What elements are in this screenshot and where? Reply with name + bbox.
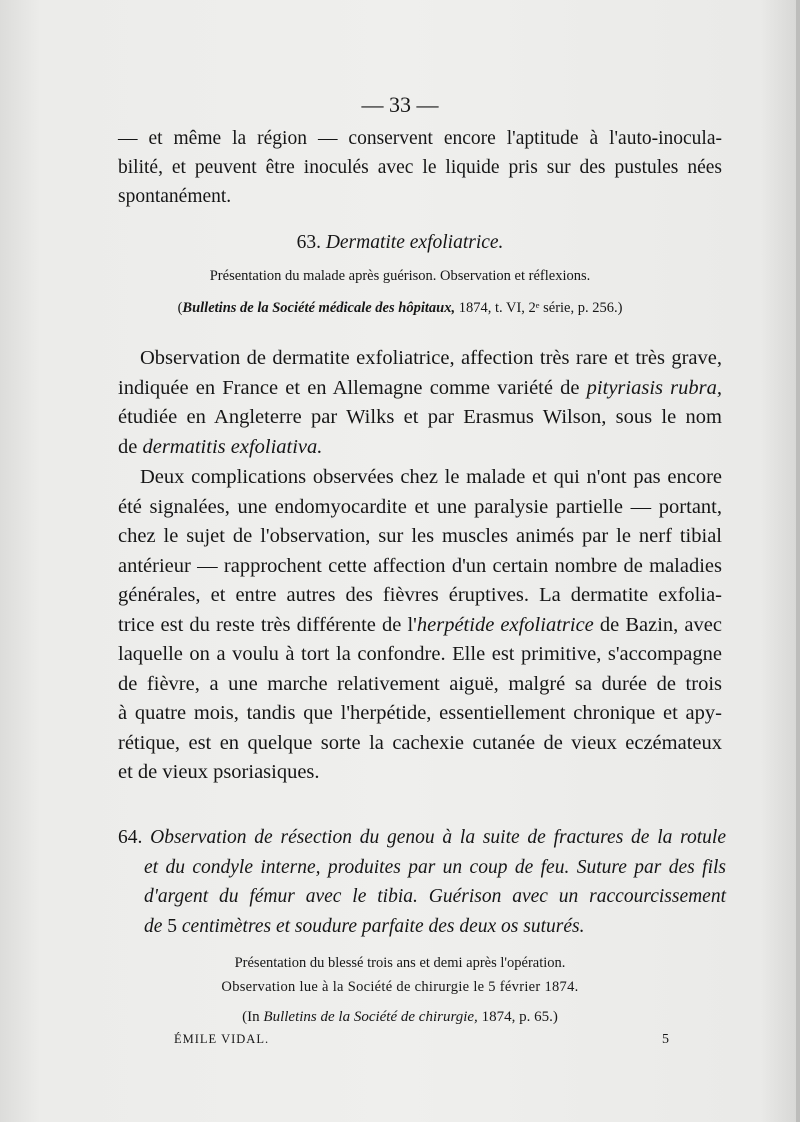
page-number: — 33 — (361, 92, 439, 117)
text-span: de Bazin, avec (593, 613, 722, 636)
citation-details: 1874, t. VI, 2ᵉ série, p. 256.) (455, 300, 623, 316)
text-number: 5 (167, 915, 178, 937)
footer-sheet-number: 5 (662, 1032, 670, 1047)
text-line: été signalées, une endomyocardite et une paralysie partielle — portant, (118, 495, 722, 518)
text-line: d'argent du fémur avec le tibia. Guérison avec un raccourcissement (144, 886, 726, 907)
item-63-number: 63. (296, 232, 321, 253)
citation-open: (In (242, 1009, 264, 1025)
citation-journal: Bulletins de la Société de chirurgie, (263, 1009, 478, 1025)
item-63-paragraph-2 (118, 463, 722, 788)
text-line: rétique, est en quelque sorte la cachexie cutanée de vieux eczémateux (118, 731, 722, 754)
item-64-presentation: Présentation du blessé trois ans et demi après l'opération. (234, 955, 566, 971)
text-line: spontanément. (118, 186, 232, 207)
text-line: chez le sujet de l'observation, sur les muscles animés par le nerf tibial (118, 525, 722, 547)
text-line: antérieur — rapprochent cette affection d'un certain nombre de maladies (118, 554, 722, 577)
citation-journal: Bulletins de la Société médicale des hôpitaux, (182, 300, 456, 316)
text-line: — et même la région — conservent encore l'aptitude à l'auto-inocula- (118, 128, 722, 149)
text-line (118, 823, 726, 853)
text-italic: pityriasis rubra, (586, 376, 722, 399)
text-italic: dermatitis exfoliativa. (142, 435, 323, 458)
text-line: générales, et entre autres des fièvres éruptives. La dermatite exfolia- (118, 584, 722, 606)
continuation-paragraph (118, 124, 722, 211)
item-63-heading (0, 232, 800, 254)
text-line (118, 611, 722, 641)
text-span: indiquée en France et en Allemagne comme variété de (118, 376, 587, 399)
text-span: centimètres et soudure parfaite des deux os suturés. (177, 915, 585, 937)
item-64-citation (0, 1009, 800, 1026)
text-line: à quatre mois, tandis que l'herpétide, essentiellement chronique et apy- (118, 702, 722, 724)
text-span: trice est du reste très différente de l' (118, 613, 417, 636)
text-line: et du condyle interne, produites par un coup de feu. Suture par des fils (144, 856, 726, 878)
text-span: de (118, 435, 143, 458)
text-span: Observation de résection du genou à la suite de fractures de la rotule (150, 827, 726, 848)
text-line: Observation de dermatite exfoliatrice, affection très rare et très grave, (140, 347, 722, 369)
item-64-title (118, 823, 726, 941)
item-63-subtitle: Présentation du malade après guérison. Observation et réflexions. (209, 268, 591, 284)
text-line (118, 433, 722, 463)
item-63-paragraph-1 (118, 344, 722, 462)
text-line: bilité, et peuvent être inoculés avec le liquide pris sur des pustules nées (118, 157, 722, 178)
citation-open: ( (177, 300, 183, 316)
item-64-lecture: Observation lue à la Société de chirurgie le 5 février 1874. (221, 979, 579, 995)
citation-details: 1874, p. 65.) (477, 1009, 558, 1025)
item-63-citation (0, 300, 800, 317)
text-line (118, 374, 722, 404)
text-line: étudiée en Angleterre par Wilks et par Erasmus Wilson, sous le nom (118, 406, 722, 428)
footer-signature: ÉMILE VIDAL. (174, 1032, 270, 1046)
text-line (118, 912, 726, 942)
text-line: laquelle on a voulu à tort la confondre. Elle est primitive, s'accompagne (118, 643, 722, 665)
item-64-number: 64. (118, 827, 143, 848)
text-line: de fièvre, a une marche relativement aiguë, malgré sa durée de trois (118, 672, 722, 695)
item-63-title: Dermatite exfoliatrice. (325, 232, 504, 253)
text-span: de (144, 915, 168, 937)
text-line: Deux complications observées chez le malade et qui n'ont pas encore (140, 466, 722, 488)
page-edge (796, 0, 800, 1122)
text-line: et de vieux psoriasiques. (118, 761, 320, 783)
text-italic: herpétide exfoliatrice (416, 613, 594, 636)
